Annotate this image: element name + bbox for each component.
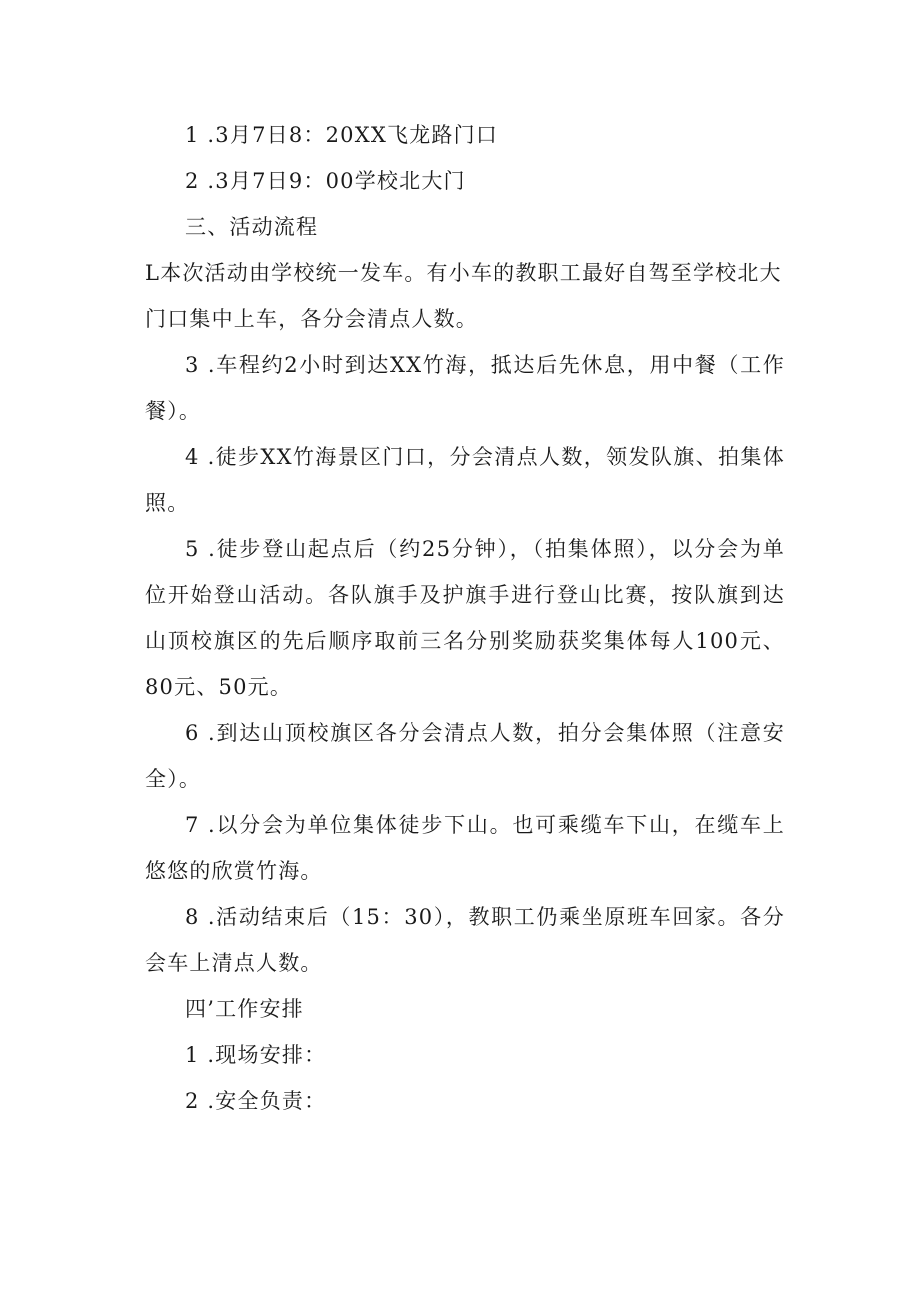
section-heading-activity-flow: 三、活动流程 [185,215,319,239]
flow-step-1: L本次活动由学校统一发车。有小车的教职工最好自驾至学校北大门口集中上车，各分会清点人数。 [145,261,782,331]
section-heading-work-arrangement: 四’工作安排 [185,997,304,1021]
flow-step-8: 8 .活动结束后（15：30），教职工仍乘坐原班车回家。各分会车上清点人数。 [145,905,785,975]
flow-step-5: 5 .徒步登山起点后（约25分钟），（拍集体照），以分会为单位开始登山活动。各队旗手及护旗手进行登山比赛，按队旗到达山顶校旗区的先后顺序取前三名分别奖励获奖集体每人100元、80元、50元。 [145,537,785,699]
flow-step-3: 3 .车程约2小时到达XX竹海，抵达后先休息，用中餐（工作餐）。 [145,353,785,423]
schedule-item-1: 1 .3月7日8：20XX飞龙路门口 [185,123,499,147]
flow-step-4: 4 .徒步XX竹海景区门口，分会清点人数，领发队旗、拍集体照。 [145,445,785,515]
schedule-item-2: 2 .3月7日9：00学校北大门 [185,169,466,193]
flow-step-7: 7 .以分会为单位集体徒步下山。也可乘缆车下山，在缆车上悠悠的欣赏竹海。 [145,813,785,883]
arrangement-item-2: 2 .安全负责： [185,1089,327,1113]
arrangement-item-1: 1 .现场安排： [185,1043,327,1067]
document-body [145,112,785,1124]
flow-step-6: 6 .到达山顶校旗区各分会清点人数，拍分会集体照（注意安全）。 [145,721,785,791]
